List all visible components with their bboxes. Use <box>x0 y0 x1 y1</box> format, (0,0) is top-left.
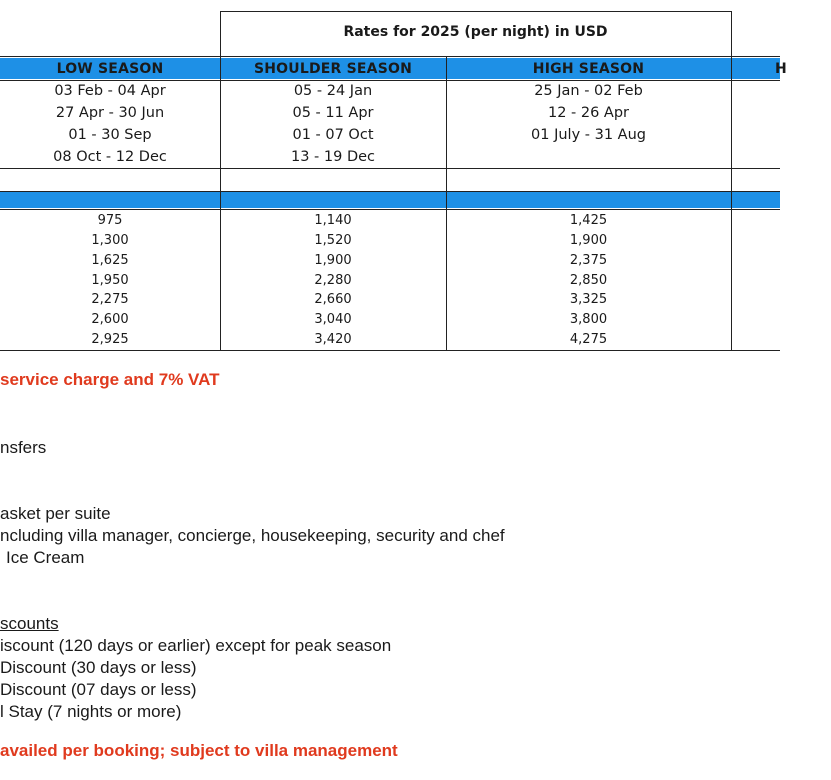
dates-bottom-border <box>0 168 780 169</box>
band-bottom-border <box>0 209 780 210</box>
low-date-4: 08 Oct - 12 Dec <box>53 149 167 165</box>
basket-note: asket per suite <box>0 504 111 523</box>
title-top-border <box>220 11 731 12</box>
high-date-2: 12 - 26 Apr <box>547 105 630 121</box>
low-date-1: 03 Feb - 04 Apr <box>54 83 166 99</box>
service-charge-note: service charge and 7% VAT <box>0 370 220 389</box>
discount-long-stay: l Stay (7 nights or more) <box>0 702 182 721</box>
table-title: Rates for 2025 (per night) in USD <box>343 24 608 40</box>
high-date-1: 25 Jan - 02 Feb <box>534 83 643 99</box>
shoulder-rate-1: 1,140 <box>314 213 352 228</box>
high-rate-5: 3,325 <box>569 292 608 307</box>
high-rate-6: 3,800 <box>569 312 608 327</box>
low-rate-5: 2,275 <box>91 292 129 307</box>
low-rate-1: 975 <box>97 213 123 228</box>
shoulder-date-2: 05 - 11 Apr <box>292 105 374 121</box>
shoulder-rate-6: 3,040 <box>314 312 352 327</box>
title-bottom-border <box>0 56 780 57</box>
availed-note: availed per booking; subject to villa management <box>0 741 398 760</box>
header-peak-season: H <box>775 61 787 77</box>
discounts-heading: scounts <box>0 614 59 633</box>
low-rate-6: 2,600 <box>91 312 129 327</box>
divider-band <box>0 192 780 208</box>
high-rate-3: 2,375 <box>569 253 608 268</box>
table-bottom-border <box>0 350 780 351</box>
shoulder-rate-4: 2,280 <box>314 273 352 288</box>
shoulder-rate-7: 3,420 <box>314 332 352 347</box>
shoulder-date-1: 05 - 24 Jan <box>293 83 373 99</box>
discount-30-days: Discount (30 days or less) <box>0 658 197 677</box>
shoulder-date-4: 13 - 19 Dec <box>290 149 376 165</box>
low-rate-7: 2,925 <box>91 332 129 347</box>
header-high-season: HIGH SEASON <box>532 61 645 77</box>
ice-cream-note: Ice Cream <box>6 548 85 567</box>
shoulder-rate-5: 2,660 <box>314 292 352 307</box>
low-rate-2: 1,300 <box>91 233 129 248</box>
header-low-season: LOW SEASON <box>56 61 164 77</box>
high-rate-1: 1,425 <box>569 213 608 228</box>
header-shoulder-season: SHOULDER SEASON <box>253 61 412 77</box>
low-date-2: 27 Apr - 30 Jun <box>55 105 165 121</box>
shoulder-date-3: 01 - 07 Oct <box>292 127 374 143</box>
blank-row-border <box>0 191 780 192</box>
high-rate-7: 4,275 <box>569 332 608 347</box>
staff-note: ncluding villa manager, concierge, housekeeping, security and chef <box>0 526 505 545</box>
high-date-3: 01 July - 31 Aug <box>531 127 646 143</box>
discount-07-days: Discount (07 days or less) <box>0 680 197 699</box>
shoulder-rate-2: 1,520 <box>314 233 352 248</box>
high-rate-4: 2,850 <box>569 273 608 288</box>
high-rate-2: 1,900 <box>569 233 608 248</box>
discount-early-bird: iscount (120 days or earlier) except for peak season <box>0 636 392 655</box>
low-rate-4: 1,950 <box>91 273 129 288</box>
low-date-3: 01 - 30 Sep <box>68 127 152 143</box>
shoulder-rate-3: 1,900 <box>314 253 352 268</box>
transfers-note: nsfers <box>0 438 47 457</box>
low-rate-3: 1,625 <box>91 253 129 268</box>
